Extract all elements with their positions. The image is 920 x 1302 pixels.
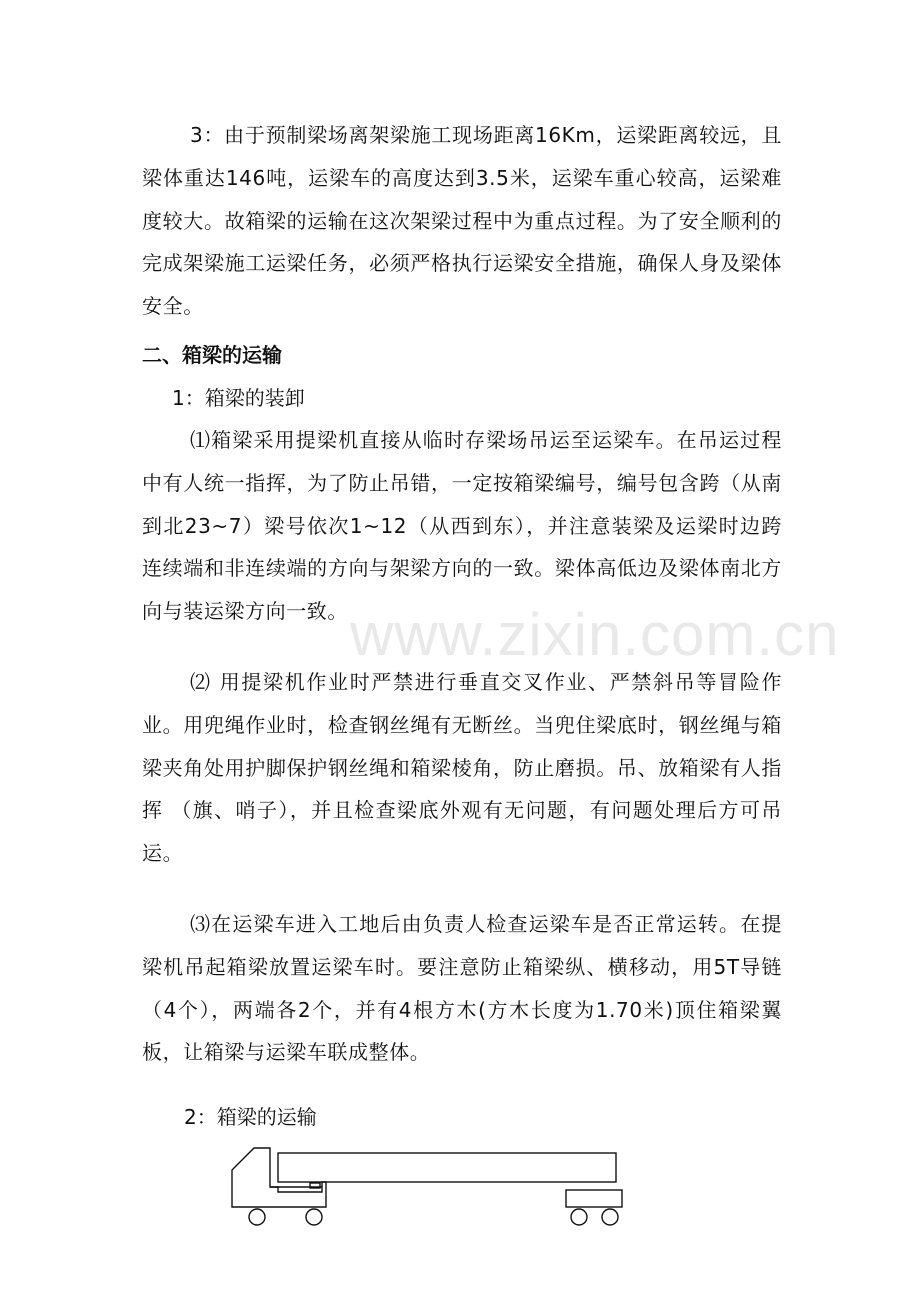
paragraph-item-1: ⑴箱梁采用提梁机直接从临时存梁场吊运至运梁车。在吊运过程中有人统一指挥，为了防止吊错，一定按箱梁编号，编号包含跨（从南到北23~7）梁号依次1~12（从西到东），并注意装梁及运梁时边跨连续端和非连续端的方向与架梁方向的一致。梁体高低边及梁体南北方向与装运梁方向一致。 [142, 428, 782, 624]
subheading-transport: 2：箱梁的运输 [184, 1105, 317, 1129]
front-wheel-1 [249, 1209, 265, 1225]
front-wheel-2 [306, 1209, 322, 1225]
paragraph-item-3: 3：由于预制梁场离架梁施工现场距离16Km，运梁距离较远，且梁体重达146吨，运梁车的高度达到3.5米，运梁车重心较高，运梁难度较大。故箱梁的运输在这次架梁过程中为重点过程。为了安全顺利的完成架梁施工运梁任务，必须严格执行运梁安全措施，确保人身及梁体安全。 [142, 123, 782, 319]
watermark: www.zixin.com.cn [350, 601, 840, 668]
girder-truck-diagram [228, 1140, 628, 1232]
rear-wheel-2 [602, 1209, 618, 1225]
subheading-loading-unloading: 1：箱梁的装卸 [172, 386, 305, 410]
box-girder-shape [278, 1153, 616, 1182]
paragraph-item-3-transport-check: ⑶在运梁车进入工地后由负责人检查运梁车是否正常运转。在提梁机吊起箱梁放置运梁车时。要注意防止箱梁纵、横移动，用5T导链（4个），两端各2个，并有4根方木(方木长度为1.70米)顶住箱梁翼板，让箱梁与运梁车联成整体。 [142, 912, 782, 1065]
section-heading-box-girder-transport: 二、箱梁的运输 [142, 343, 282, 367]
truck-cab-shape [232, 1148, 326, 1207]
paragraph-item-2: ⑵ 用提梁机作业时严禁进行垂直交叉作业、严禁斜吊等冒险作业。用兜绳作业时，检查钢丝绳有无断丝。当兜住梁底时，钢丝绳与箱梁夹角处用护脚保护钢丝绳和箱梁棱角，防止磨损。吊、放箱梁有人指挥 （旗、哨子），并且检查梁底外观有无问题，有问题处理后方可吊运。 [142, 670, 782, 866]
rear-trailer-shape [566, 1190, 622, 1207]
rear-wheel-1 [571, 1209, 587, 1225]
